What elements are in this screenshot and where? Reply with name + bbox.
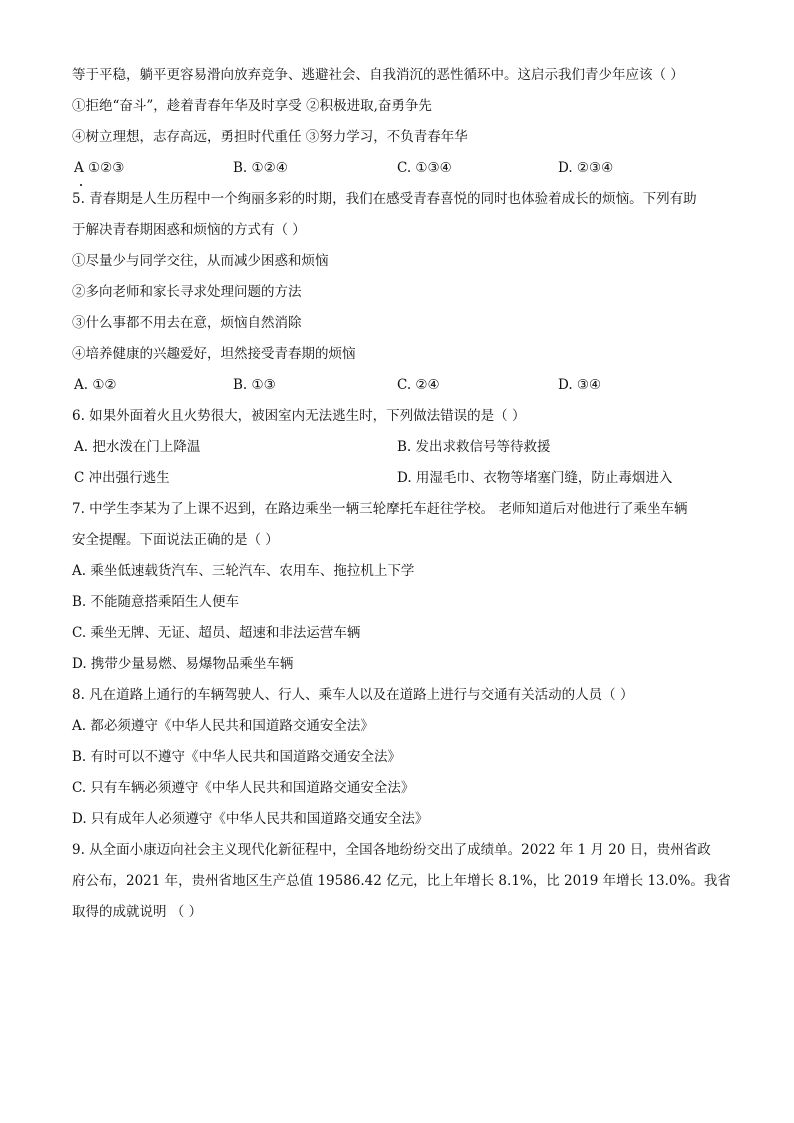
q9-stem-line1: 9. 从全面小康迈向社会主义现代化新征程中，全国各地纷纷交出了成绩单。2022 年 1 月 20 日，贵州省政 [72, 842, 711, 858]
q4-option-d: D. ②③④ [558, 160, 614, 176]
q4-option-b: B. ①②④ [233, 160, 288, 176]
q5-stem-line2: 于解决青春期困惑和烦恼的方式有（ ） [72, 222, 306, 238]
q4-options [72, 159, 722, 190]
q4-items-row1: ①拒绝“奋斗”，趁着青春年华及时享受 ②积极进取,奋勇争先 [72, 98, 432, 114]
q5-option-a: A. ①② [74, 377, 117, 393]
q5-option-d: D. ③④ [558, 377, 602, 393]
q8-option-c: C. 只有车辆必须遵守《中华人民共和国道路交通安全法》 [72, 780, 415, 796]
q5-item-4: ④培养健康的兴趣爱好，坦然接受青春期的烦恼 [72, 346, 356, 362]
q6-option-a: A. 把水泼在门上降温 [74, 439, 201, 455]
q5-item-3: ③什么事都不用去在意，烦恼自然消除 [72, 315, 302, 331]
q7-option-a: A. 乘坐低速载货汽车、三轮汽车、农用车、拖拉机上下学 [72, 563, 415, 579]
q8-option-a: A. 都必须遵守《中华人民共和国道路交通安全法》 [72, 718, 374, 734]
q4-items-row2: ④树立理想，志存高远，勇担时代重任 ③努力学习，不负青春年华 [72, 129, 468, 145]
q5-item-1: ①尽量少与同学交往，从而减少困惑和烦恼 [72, 253, 329, 269]
q4-option-a: A ①②③ [74, 160, 125, 176]
q8-option-d: D. 只有成年人必须遵守《中华人民共和国道路交通安全法》 [72, 811, 429, 827]
q7-option-b: B. 不能随意搭乘陌生人便车 [72, 594, 240, 610]
q4-stem: 等于平稳，躺平更容易滑向放弃竞争、逃避社会、自我消沉的恶性循环中。这启示我们青少年应该（ ） [72, 67, 684, 83]
q5-option-b: B. ①③ [233, 377, 276, 393]
q6-option-c: C 冲出强行逃生 [74, 470, 170, 486]
stray-mark [80, 184, 82, 186]
q7-stem-line2: 安全提醒。下面说法正确的是（ ） [72, 532, 279, 548]
q6-options-row2 [72, 469, 722, 500]
q5-option-c: C. ②④ [397, 377, 440, 393]
q7-option-d: D. 携带少量易燃、易爆物品乘坐车辆 [72, 656, 294, 672]
q4-option-c: C. ①③④ [397, 160, 452, 176]
q5-item-2: ②多向老师和家长寻求处理问题的方法 [72, 284, 302, 300]
q6-option-d: D. 用湿毛巾、衣物等堵塞门缝，防止毒烟进入 [397, 470, 673, 486]
q6-options-row1 [72, 438, 722, 469]
q6-option-b: B. 发出求救信号等待救援 [397, 439, 551, 455]
q5-options [72, 376, 722, 407]
exam-page [72, 66, 731, 934]
q7-option-c: C. 乘坐无牌、无证、超员、超速和非法运营车辆 [72, 625, 361, 641]
q8-stem: 8. 凡在道路上通行的车辆驾驶人、行人、乘车人以及在道路上进行与交通有关活动的人员（ ） [72, 687, 634, 703]
q6-stem: 6. 如果外面着火且火势很大，被困室内无法逃生时，下列做法错误的是（ ） [72, 408, 526, 424]
q7-stem-line1: 7. 中学生李某为了上课不迟到，在路边乘坐一辆三轮摩托车赶往学校。 老师知道后对他进行了乘坐车辆 [72, 501, 688, 517]
q9-stem-line2: 府公布，2021 年，贵州省地区生产总值 19586.42 亿元，比上年增长 8.1%，比 2019 年增长 13.0%。我省 [72, 873, 731, 889]
q5-stem-line1: 5. 青春期是人生历程中一个绚丽多彩的时期，我们在感受青春喜悦的同时也体验着成长的烦恼。下列有助 [72, 191, 697, 207]
q8-option-b: B. 有时可以不遵守《中华人民共和国道路交通安全法》 [72, 749, 402, 765]
q9-stem-line3: 取得的成就说明 （ ） [72, 904, 203, 920]
